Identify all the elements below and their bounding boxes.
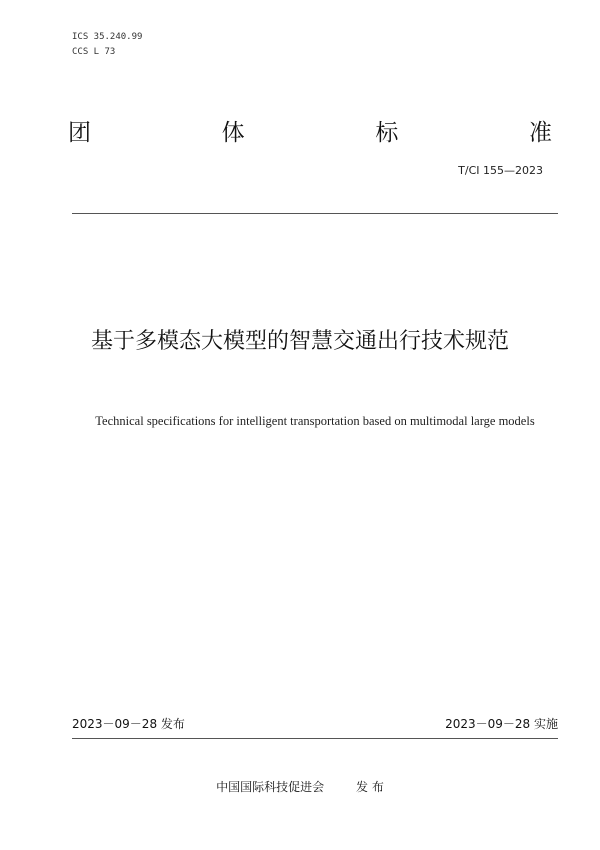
publisher-action: 发 布 xyxy=(356,780,384,794)
standard-type-char: 团 xyxy=(68,120,91,146)
standard-number: T/CI 155—2023 xyxy=(458,164,543,177)
standard-type-heading xyxy=(68,114,552,147)
standard-type-char: 体 xyxy=(221,120,245,146)
publisher-name: 中国国际科技促进会 xyxy=(216,780,325,794)
ccs-code: CCS L 73 xyxy=(72,47,116,57)
header-divider xyxy=(72,213,558,214)
standard-type-char: 准 xyxy=(528,120,552,146)
issue-date: 2023－09－28 发布 xyxy=(72,717,185,731)
standard-type-char: 标 xyxy=(375,120,399,146)
title-chinese: 基于多模态大模型的智慧交通出行技术规范 xyxy=(90,329,509,354)
implementation-date: 2023－09－28 实施 xyxy=(445,717,558,731)
footer-divider xyxy=(72,738,558,739)
classification-block xyxy=(72,30,142,60)
title-english: Technical specifications for intelligent transportation based on multimodal large models xyxy=(95,414,535,428)
ics-code: ICS 35.240.99 xyxy=(72,32,143,42)
publisher-line xyxy=(0,778,600,795)
